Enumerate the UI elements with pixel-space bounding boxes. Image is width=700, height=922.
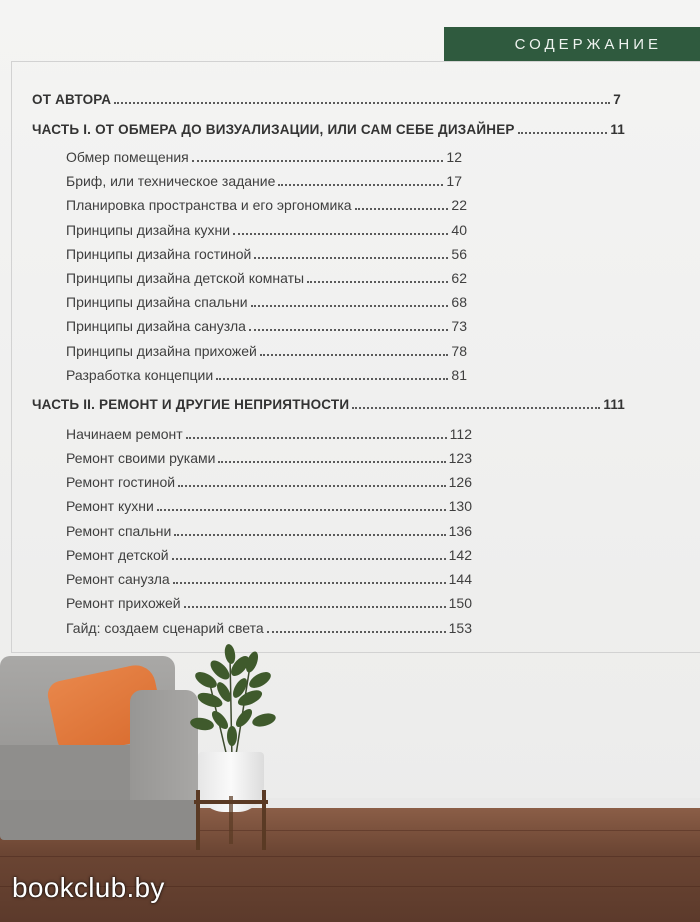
toc-entry-page: 40 xyxy=(451,222,467,238)
leader-dots xyxy=(174,534,445,536)
leader-dots xyxy=(216,378,448,380)
toc-entry-chapter[interactable] xyxy=(66,244,467,262)
toc-entry-label: ОТ АВТОРА xyxy=(32,92,112,107)
leader-dots xyxy=(278,184,443,186)
toc-entry-page: 126 xyxy=(448,474,472,490)
toc-entry-chapter[interactable] xyxy=(66,593,472,611)
toc-entry-page: 7 xyxy=(613,92,621,107)
leader-dots xyxy=(172,558,446,560)
toc-entry-chapter[interactable] xyxy=(66,268,467,286)
leader-dots xyxy=(355,208,449,210)
leader-dots xyxy=(173,582,446,584)
leader-dots xyxy=(307,281,448,283)
toc-entry-label: Бриф, или техническое задание xyxy=(66,173,276,189)
leader-dots xyxy=(260,354,449,356)
leader-dots xyxy=(352,407,600,409)
leader-dots xyxy=(192,160,444,162)
toc-entry-page: 144 xyxy=(448,571,472,587)
toc-entry-label: Принципы дизайна кухни xyxy=(66,222,231,238)
toc-entry-label: Гайд: создаем сценарий света xyxy=(66,620,264,636)
toc-entry-page: 153 xyxy=(448,620,472,636)
toc-entry-chapter[interactable] xyxy=(66,341,467,359)
toc-entry-page: 62 xyxy=(451,270,467,286)
toc-entry-label: Принципы дизайна гостиной xyxy=(66,246,252,262)
toc-entry-chapter[interactable] xyxy=(66,521,472,539)
leader-dots xyxy=(254,257,448,259)
toc-entry-label: Принципы дизайна детской комнаты xyxy=(66,270,305,286)
plant-leaves xyxy=(180,636,290,761)
toc-entry-label: Ремонт своими руками xyxy=(66,450,216,466)
leader-dots xyxy=(251,305,449,307)
toc-entry-page: 111 xyxy=(603,397,625,412)
toc-entry-page: 136 xyxy=(448,523,472,539)
toc-entry-chapter[interactable] xyxy=(66,424,472,442)
toc-entry-label: Принципы дизайна прихожей xyxy=(66,343,257,359)
toc-entry-label: Ремонт детской xyxy=(66,547,169,563)
toc-entry-label: Начинаем ремонт xyxy=(66,426,183,442)
leader-dots xyxy=(218,461,445,463)
toc-entry-label: ЧАСТЬ I. ОТ ОБМЕРА ДО ВИЗУАЛИЗАЦИИ, ИЛИ САМ СЕБЕ ДИЗАЙНЕР xyxy=(32,122,515,137)
contents-title: СОДЕРЖАНИЕ xyxy=(514,35,662,53)
toc-entry-page: 17 xyxy=(446,173,462,189)
toc-entry-chapter[interactable] xyxy=(66,147,462,165)
toc-entry-part-2[interactable] xyxy=(32,394,625,412)
leader-dots xyxy=(184,606,446,608)
leader-dots xyxy=(249,329,448,331)
toc-entry-chapter[interactable] xyxy=(66,569,472,587)
leader-dots xyxy=(157,509,446,511)
toc-entry-label: Ремонт санузла xyxy=(66,571,170,587)
toc-entry-label: Ремонт прихожей xyxy=(66,595,181,611)
toc-entry-page: 11 xyxy=(610,122,625,137)
toc-entry-chapter[interactable] xyxy=(66,316,467,334)
toc-entry-chapter[interactable] xyxy=(66,171,462,189)
leader-dots xyxy=(233,233,448,235)
toc-entry-chapter[interactable] xyxy=(66,545,472,563)
watermark: bookclub.by xyxy=(12,872,165,903)
toc-entry-page: 73 xyxy=(451,318,467,334)
toc-entry-chapter[interactable] xyxy=(66,448,472,466)
toc-entry-page: 142 xyxy=(448,547,472,563)
toc-entry-label: Обмер помещения xyxy=(66,149,189,165)
toc-entry-label: Планировка пространства и его эргономика xyxy=(66,197,352,213)
contents-header xyxy=(444,27,700,61)
toc-entry-label: ЧАСТЬ II. РЕМОНТ И ДРУГИЕ НЕПРИЯТНОСТИ xyxy=(32,397,350,412)
leader-dots xyxy=(114,102,610,104)
toc-entry-chapter[interactable] xyxy=(66,472,472,490)
toc-entry-chapter[interactable] xyxy=(66,496,472,514)
toc-entry-label: Разработка концепции xyxy=(66,367,214,383)
toc-entry-page: 56 xyxy=(451,246,467,262)
toc-entry-page: 123 xyxy=(448,450,472,466)
toc-entry-page: 130 xyxy=(448,498,472,514)
toc-entry-page: 68 xyxy=(451,294,467,310)
leader-dots xyxy=(186,437,447,439)
toc-entry-page: 12 xyxy=(446,149,462,165)
toc-entry-label: Ремонт кухни xyxy=(66,498,154,514)
toc-entry-chapter[interactable] xyxy=(66,220,467,238)
leader-dots xyxy=(178,485,446,487)
leader-dots xyxy=(518,132,608,134)
toc-entry-chapter[interactable] xyxy=(66,195,467,213)
toc-entry-part-1[interactable] xyxy=(32,119,625,137)
toc-entry-page: 112 xyxy=(449,426,472,442)
toc-entry-chapter[interactable] xyxy=(66,618,472,636)
leader-dots xyxy=(267,631,446,633)
toc-entry-label: Ремонт гостиной xyxy=(66,474,176,490)
toc-entry-label: Принципы дизайна санузла xyxy=(66,318,246,334)
toc-entry-chapter[interactable] xyxy=(66,365,467,383)
toc-entry-page: 22 xyxy=(451,197,467,213)
toc-entry-page: 150 xyxy=(448,595,472,611)
toc-entry-preface[interactable] xyxy=(32,89,621,107)
toc-entry-label: Принципы дизайна спальни xyxy=(66,294,248,310)
toc-entry-page: 78 xyxy=(451,343,467,359)
toc-entry-chapter[interactable] xyxy=(66,292,467,310)
toc-entry-page: 81 xyxy=(451,367,467,383)
toc-entry-label: Ремонт спальни xyxy=(66,523,172,539)
